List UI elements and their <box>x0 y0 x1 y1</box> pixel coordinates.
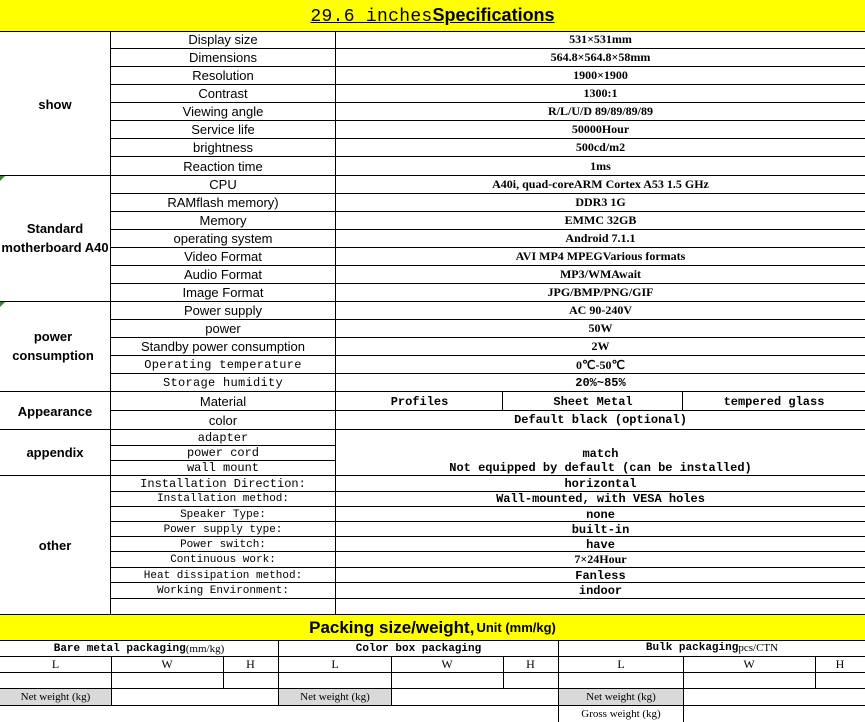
dim-h: H <box>835 657 845 671</box>
row-label: Audio Format <box>183 266 263 282</box>
row-value: R/L/U/D 89/89/89/89 <box>547 103 653 118</box>
row-value: 564.8×564.8×58mm <box>550 49 651 64</box>
material-label: Material <box>199 393 247 409</box>
net-weight-label: Net weight (kg) <box>559 689 683 705</box>
color-label: color <box>208 412 238 428</box>
row-value: 531×531mm <box>569 31 632 46</box>
packing-header <box>0 614 865 641</box>
material-value: Sheet Metal <box>553 395 633 409</box>
row-value: 50W <box>588 320 613 335</box>
dim-w: W <box>441 657 453 671</box>
row-label: Dimensions <box>189 49 257 65</box>
row-label: CPU <box>209 176 237 192</box>
category-other: other <box>38 537 72 553</box>
row-value: 1ms <box>590 158 611 173</box>
category-show: show <box>38 96 72 112</box>
dim-h: H <box>246 657 255 671</box>
packing-unit: Unit (mm/kg) <box>476 620 556 635</box>
row-value: MP3/WMAwait <box>559 266 642 281</box>
row-label: adapter <box>197 430 249 445</box>
row-label: Power switch: <box>180 538 266 551</box>
row-value: indoor <box>578 583 623 598</box>
row-value: 20%~85% <box>575 376 626 390</box>
row-value: horizontal <box>564 476 637 491</box>
row-value: Wall-mounted, with VESA holes <box>496 491 705 506</box>
row-value <box>336 430 865 445</box>
row-label: Memory <box>199 212 247 228</box>
row-value: 7×24Hour <box>574 552 627 566</box>
row-label: Working Environment: <box>156 584 290 597</box>
packing-group-color-box: Color box packaging <box>355 643 482 655</box>
row-value: have <box>586 537 615 552</box>
row-label: Contrast <box>198 85 248 101</box>
row-label: power <box>205 320 241 336</box>
row-value: Fanless <box>575 568 626 583</box>
row-label: Power supply <box>183 302 263 318</box>
color-value: Default black (optional) <box>514 413 687 427</box>
row-label: RAMflash memory) <box>167 194 279 210</box>
row-value: 500cd/m2 <box>575 139 626 154</box>
row-value: AVI MP4 MPEGVarious formats <box>515 248 686 263</box>
category-appendix: appendix <box>26 444 84 460</box>
row-label: Operating temperature <box>144 358 302 372</box>
row-value: JPG/BMP/PNG/GIF <box>547 284 654 299</box>
row-value: Not equipped by default (can be installed) <box>449 460 752 475</box>
row-label: Installation method: <box>156 492 290 505</box>
row-value: 1300:1 <box>583 85 618 100</box>
dim-l: L <box>331 657 339 671</box>
row-value: match <box>582 446 619 461</box>
material-value: tempered glass <box>723 395 825 409</box>
row-label: Standby power consumption <box>140 338 306 354</box>
dim-l: L <box>51 657 60 671</box>
dim-h: H <box>526 657 535 671</box>
row-label: wall mount <box>186 460 259 475</box>
row-label: Storage humidity <box>162 376 284 390</box>
title-bar <box>0 0 865 32</box>
gross-weight-label: Gross weight (kg) <box>581 708 661 720</box>
packing-group-bare: Bare metal packaging (mm/kg) <box>53 643 225 655</box>
row-label: Power supply type: <box>163 523 283 536</box>
row-label: Speaker Type: <box>180 508 266 521</box>
row-value: DDR3 1G <box>575 194 626 209</box>
row-value: 1900×1900 <box>573 67 628 82</box>
packing-group-bulk: Bulk packaging pcs/CTN <box>645 642 779 654</box>
row-label: Image Format <box>182 284 264 300</box>
row-value: AC 90-240V <box>569 302 632 317</box>
row-value: 2W <box>591 338 610 353</box>
dim-l: L <box>617 657 625 671</box>
dim-w: W <box>161 657 173 671</box>
net-weight-label: Net weight (kg) <box>279 689 391 705</box>
material-value: Profiles <box>390 395 449 409</box>
row-label: Viewing angle <box>182 103 264 119</box>
category-motherboard: Standard motherboard A40 <box>1 221 109 255</box>
row-value: none <box>586 507 615 522</box>
row-label: operating system <box>173 230 273 246</box>
row-value: built-in <box>571 522 630 537</box>
packing-title: Packing size/weight, <box>309 617 475 637</box>
row-value: EMMC 32GB <box>564 212 637 227</box>
row-value: Android 7.1.1 <box>565 230 636 245</box>
row-value: 50000Hour <box>571 121 630 136</box>
dim-w: W <box>743 657 755 671</box>
row-label: brightness <box>193 139 253 155</box>
row-label: Continuous work: <box>170 553 276 566</box>
row-label: Video Format <box>184 248 262 264</box>
row-label: Display size <box>188 31 258 47</box>
net-weight-label: Net weight (kg) <box>0 689 111 705</box>
category-power: power consumption <box>12 329 94 363</box>
row-label: Resolution <box>192 67 254 83</box>
title-prefix: 29.6 inches <box>310 6 433 27</box>
category-appearance: Appearance <box>17 403 93 419</box>
row-value: A40i, quad-coreARM Cortex A53 1.5 GHz <box>492 176 709 191</box>
row-label: Reaction time <box>183 158 263 174</box>
row-label: power cord <box>186 445 259 460</box>
row-label: Installation Direction: <box>140 476 306 491</box>
title-main: Specifications <box>432 4 555 25</box>
row-label: Service life <box>191 121 255 137</box>
row-value: 0℃-50℃ <box>576 357 625 372</box>
row-label: Heat dissipation method: <box>143 569 303 582</box>
